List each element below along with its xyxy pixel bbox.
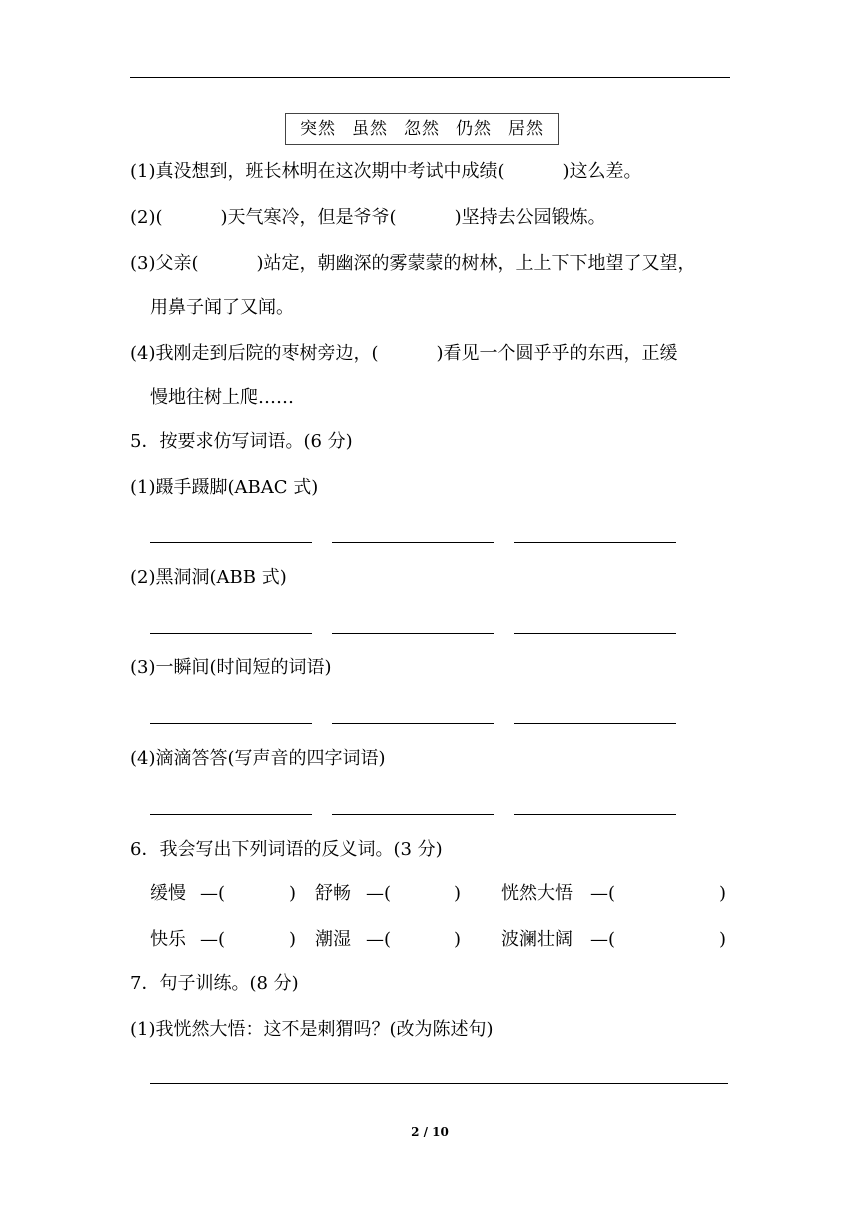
answer-line[interactable]: [332, 814, 494, 815]
antonym-word: 恍然大悟: [501, 883, 573, 904]
answer-line[interactable]: [514, 723, 676, 724]
q5-item-2: (2)黑洞洞(ABB 式): [130, 567, 287, 588]
answer-line[interactable]: [150, 542, 312, 543]
antonym-close: ): [454, 929, 462, 950]
answer-line[interactable]: [514, 542, 676, 543]
word-bank-item: 忽然: [404, 119, 440, 139]
answer-line[interactable]: [150, 1083, 728, 1084]
page-number: 2 / 10: [411, 1125, 449, 1139]
q4-item-1: (1)真没想到，班长林明在这次期中考试中成绩( )这么差。: [130, 161, 642, 182]
antonym-dash: —(: [200, 929, 226, 950]
antonym-dash: —(: [590, 883, 616, 904]
antonym-dash: —(: [590, 929, 616, 950]
antonym-dash: —(: [366, 929, 392, 950]
antonym-word: 缓慢: [150, 883, 186, 904]
answer-line[interactable]: [332, 633, 494, 634]
q7-item-1: (1)我恍然大悟：这不是刺猬吗？(改为陈述句): [130, 1019, 494, 1040]
q5-item-4: (4)滴滴答答(写声音的四字词语): [130, 748, 386, 769]
q4-item-4-cont: 慢地往树上爬……: [150, 387, 294, 408]
antonym-close: ): [719, 929, 727, 950]
word-bank-box: [285, 113, 559, 145]
answer-line[interactable]: [150, 723, 312, 724]
answer-line[interactable]: [514, 814, 676, 815]
answer-line[interactable]: [150, 633, 312, 634]
answer-line[interactable]: [332, 723, 494, 724]
antonym-word: 潮湿: [315, 929, 351, 950]
antonym-dash: —(: [366, 883, 392, 904]
q4-item-2: (2)( )天气寒冷，但是爷爷( )坚持去公园锻炼。: [130, 207, 606, 228]
antonym-close: ): [454, 883, 462, 904]
word-bank-item: 居然: [508, 119, 544, 139]
antonym-dash: —(: [200, 883, 226, 904]
q6-title: 6．我会写出下列词语的反义词。(3 分): [130, 839, 443, 860]
q4-item-3-cont: 用鼻子闻了又闻。: [150, 297, 294, 318]
q7-title: 7．句子训练。(8 分): [130, 973, 299, 994]
word-bank-item: 突然: [300, 119, 336, 139]
antonym-close: ): [719, 883, 727, 904]
q4-item-4: (4)我刚走到后院的枣树旁边，( )看见一个圆乎乎的东西，正缓: [130, 343, 678, 364]
antonym-word: 舒畅: [315, 883, 351, 904]
antonym-close: ): [289, 883, 297, 904]
answer-line[interactable]: [514, 633, 676, 634]
answer-line[interactable]: [150, 814, 312, 815]
q5-title: 5．按要求仿写词语。(6 分): [130, 431, 353, 452]
q5-item-1: (1)蹑手蹑脚(ABAC 式): [130, 477, 319, 498]
word-bank-item: 仍然: [456, 119, 492, 139]
antonym-close: ): [289, 929, 297, 950]
antonym-word: 波澜壮阔: [501, 929, 573, 950]
header-rule: [130, 77, 730, 78]
answer-line[interactable]: [332, 542, 494, 543]
word-bank-item: 虽然: [352, 119, 388, 139]
antonym-word: 快乐: [150, 929, 186, 950]
q5-item-3: (3)一瞬间(时间短的词语): [130, 657, 332, 678]
q4-item-3: (3)父亲( )站定，朝幽深的雾蒙蒙的树林，上上下下地望了又望，: [130, 253, 696, 274]
